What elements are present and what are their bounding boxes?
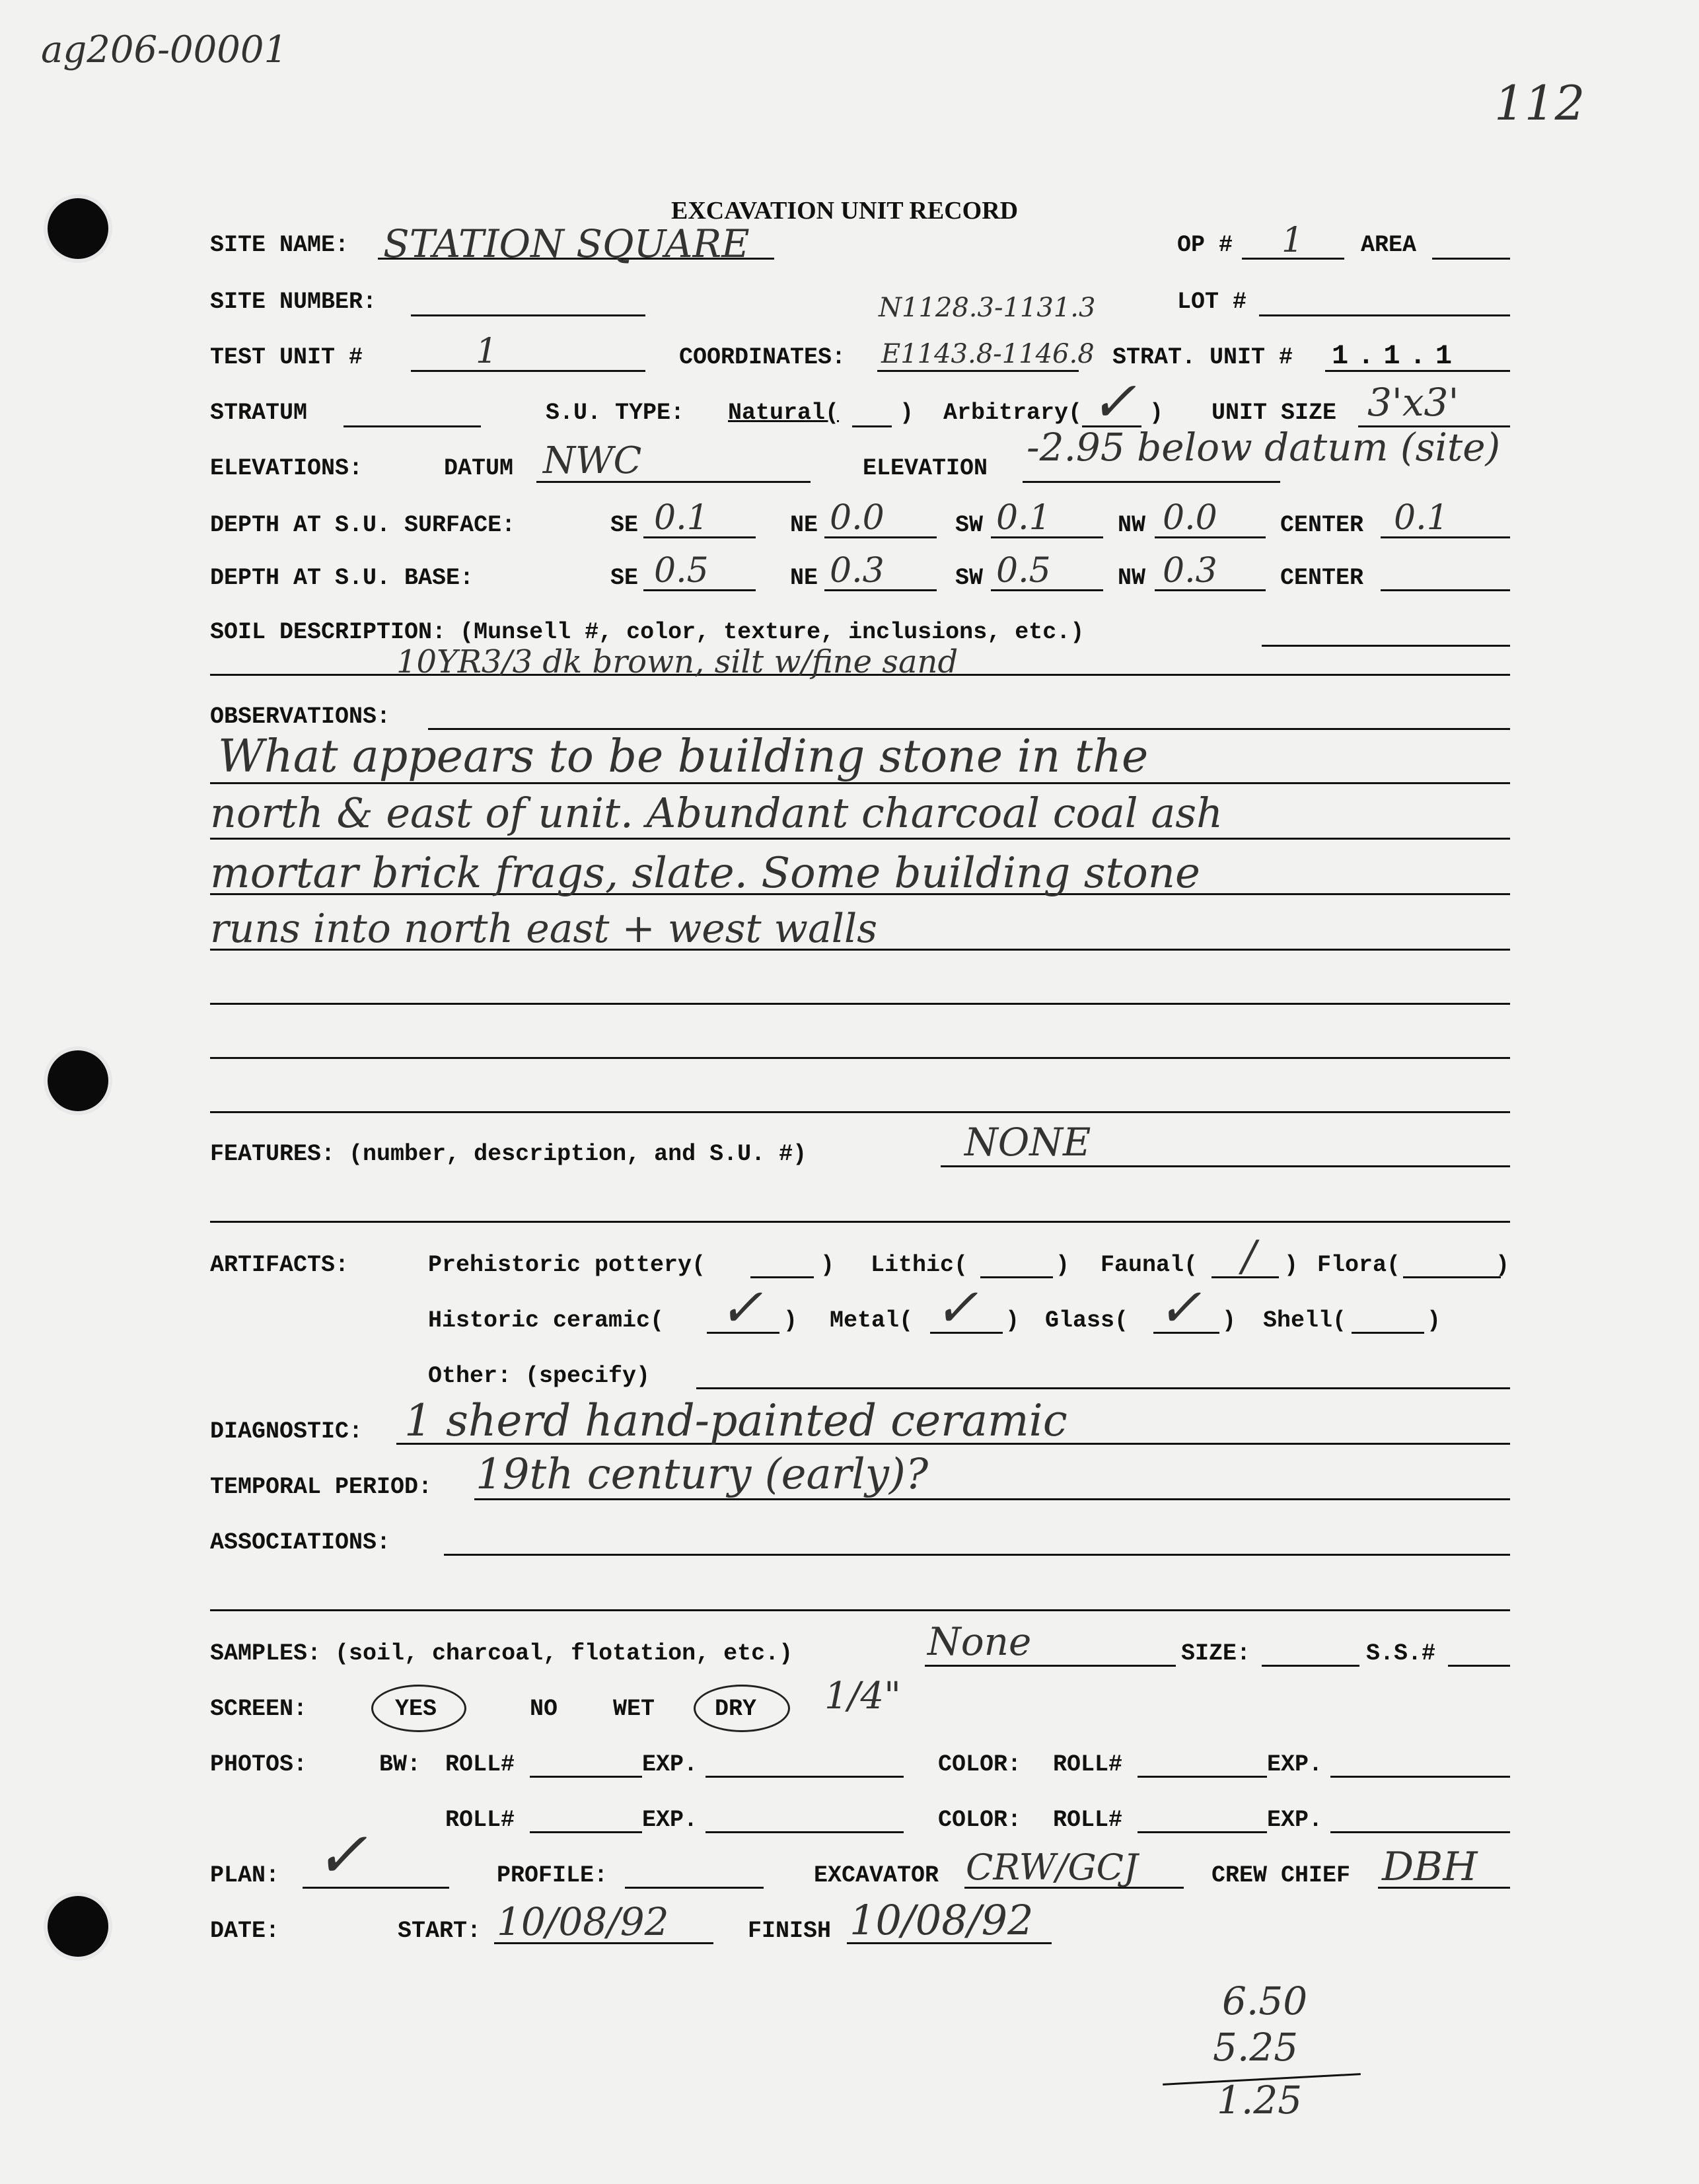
color-label-2: COLOR: [938, 1807, 1022, 1833]
color-exp-field-2[interactable] [1330, 1831, 1510, 1833]
datum-value: NWC [543, 439, 642, 482]
photos-label: PHOTOS: [210, 1751, 308, 1778]
features-value: NONE [964, 1120, 1091, 1165]
base-nw-label: NW [1118, 565, 1146, 591]
diagnostic-label: DIAGNOSTIC: [210, 1418, 363, 1445]
ss-field[interactable] [1448, 1665, 1510, 1667]
soil-description-field-1[interactable] [1262, 645, 1510, 647]
test-unit-value: 1 [476, 332, 498, 371]
flora-field[interactable] [1403, 1276, 1501, 1278]
color-label-1: COLOR: [938, 1751, 1022, 1778]
bw-roll-label-2: ROLL# [445, 1807, 515, 1833]
test-unit-field[interactable] [411, 370, 645, 372]
metal-check: ✓ [934, 1277, 979, 1338]
temporal-period-label: TEMPORAL PERIOD: [210, 1474, 433, 1500]
artifacts-label: ARTIFACTS: [210, 1252, 349, 1278]
su-type-check: ✓ [1090, 369, 1137, 434]
glass-label: Glass( [1045, 1307, 1129, 1334]
bw-exp-label-1: EXP. [642, 1751, 698, 1778]
observations-label: OBSERVATIONS: [210, 704, 391, 730]
associations-field-2[interactable] [210, 1609, 1510, 1611]
surface-ne-value: 0.0 [830, 498, 885, 538]
excavator-label: EXCAVATOR [814, 1862, 939, 1889]
natural-close: ) [900, 400, 914, 426]
other-field[interactable] [696, 1387, 1510, 1389]
finish-label: FINISH [748, 1918, 832, 1944]
page-number: 112 [1494, 75, 1585, 131]
plan-label: PLAN: [210, 1862, 280, 1889]
color-roll-label-1: ROLL# [1053, 1751, 1123, 1778]
profile-label: PROFILE: [497, 1862, 608, 1889]
color-roll-field-1[interactable] [1138, 1776, 1267, 1778]
arbitrary-option[interactable]: Arbitrary( [943, 400, 1083, 426]
op-value: 1 [1282, 221, 1304, 260]
surface-center-value: 0.1 [1394, 498, 1449, 538]
base-ne-label: NE [790, 565, 818, 591]
associations-field-1[interactable] [444, 1554, 1510, 1556]
screen-wet-option[interactable]: WET [613, 1696, 655, 1722]
base-center-field[interactable] [1381, 589, 1510, 591]
depth-surface-label: DEPTH AT S.U. SURFACE: [210, 512, 516, 538]
color-exp-label-2: EXP. [1267, 1807, 1323, 1833]
crew-chief-value: DBH [1382, 1844, 1478, 1890]
surface-se-label: SE [610, 512, 639, 538]
strat-unit-value: 1.1.1 [1332, 340, 1462, 372]
punch-hole-middle [48, 1050, 108, 1111]
glass-check: ✓ [1157, 1277, 1202, 1338]
shell-close: ) [1427, 1307, 1441, 1334]
archive-id-stamp: ag206-00001 [41, 28, 288, 71]
features-label: FEATURES: (number, description, and S.U. #) [210, 1141, 807, 1167]
base-ne-value: 0.3 [830, 551, 885, 591]
punch-hole-bottom [48, 1896, 108, 1957]
screen-label: SCREEN: [210, 1696, 308, 1722]
size-label: SIZE: [1181, 1640, 1251, 1667]
coordinates-label: COORDINATES: [679, 344, 846, 371]
historic-ceramic-check: ✓ [719, 1277, 764, 1338]
natural-blank[interactable] [852, 425, 892, 427]
lot-field[interactable] [1259, 314, 1510, 316]
faunal-mark: / [1242, 1232, 1256, 1281]
flora-label: Flora( [1317, 1252, 1401, 1278]
soil-description-value: 10YR3/3 dk brown, silt w/fine sand [396, 643, 958, 680]
features-field-1[interactable] [941, 1165, 1510, 1167]
form-title: EXCAVATION UNIT RECORD [671, 197, 1019, 225]
size-field[interactable] [1262, 1665, 1359, 1667]
elevation-field[interactable] [1023, 481, 1280, 483]
stratum-field[interactable] [343, 425, 481, 427]
area-label: AREA [1361, 232, 1417, 258]
screen-dry-option[interactable]: DRY [715, 1696, 757, 1722]
shell-field[interactable] [1352, 1332, 1424, 1334]
base-sw-value: 0.5 [996, 551, 1051, 591]
observations-field-6[interactable] [210, 1003, 1510, 1005]
punch-hole-top [48, 198, 108, 259]
lithic-close: ) [1056, 1252, 1070, 1278]
coord-east-value: E1143.8-1146.8 [881, 339, 1095, 369]
surface-nw-label: NW [1118, 512, 1146, 538]
natural-option[interactable]: Natural( [728, 400, 840, 426]
excavator-value: CRW/GCJ [966, 1846, 1138, 1888]
other-label: Other: (specify) [428, 1363, 651, 1389]
depth-base-label: DEPTH AT S.U. BASE: [210, 565, 474, 591]
metal-close: ) [1005, 1307, 1020, 1334]
color-roll-field-2[interactable] [1138, 1831, 1267, 1833]
elevation-label: ELEVATION [863, 455, 988, 482]
bw-roll-field-1[interactable] [530, 1776, 642, 1778]
faunal-label: Faunal( [1101, 1252, 1198, 1278]
base-se-label: SE [610, 565, 639, 591]
site-number-label: SITE NUMBER: [210, 289, 377, 315]
historic-ceramic-label: Historic ceramic( [428, 1307, 665, 1334]
observations-text-1: What appears to be building stone in the [218, 731, 1149, 783]
samples-value: None [927, 1619, 1032, 1664]
surface-se-value: 0.1 [654, 498, 709, 538]
bw-label: BW: [379, 1751, 421, 1778]
margin-calc-2: 5.25 [1213, 2025, 1299, 2070]
observations-field-1[interactable] [428, 728, 1510, 730]
start-date-value: 10/08/92 [497, 1899, 669, 1944]
elevation-value: -2.95 below datum (site) [1027, 425, 1501, 470]
unit-size-label: UNIT SIZE [1211, 400, 1337, 426]
historic-ceramic-close: ) [783, 1307, 798, 1334]
color-exp-label-1: EXP. [1267, 1751, 1323, 1778]
surface-ne-label: NE [790, 512, 818, 538]
lithic-label: Lithic( [871, 1252, 968, 1278]
flora-close: ) [1496, 1252, 1510, 1278]
color-roll-label-2: ROLL# [1053, 1807, 1123, 1833]
observations-field-8[interactable] [210, 1111, 1510, 1113]
diagnostic-value: 1 sherd hand-painted ceramic [404, 1395, 1067, 1446]
observations-text-3: mortar brick frags, slate. Some building stone [210, 849, 1200, 898]
elevations-label: ELEVATIONS: [210, 455, 363, 482]
glass-close: ) [1222, 1307, 1237, 1334]
profile-field[interactable] [625, 1887, 764, 1889]
strat-unit-label: STRAT. UNIT # [1112, 344, 1293, 371]
soil-description-label: SOIL DESCRIPTION: (Munsell #, color, texture, inclusions, etc.) [210, 619, 1085, 645]
screen-yes-option[interactable]: YES [395, 1696, 437, 1722]
observations-text-2: north & east of unit. Abundant charcoal coal ash [210, 789, 1223, 837]
metal-label: Metal( [830, 1307, 914, 1334]
plan-check: ✓ [314, 1818, 368, 1892]
site-number-field[interactable] [411, 314, 645, 316]
lithic-field[interactable] [980, 1276, 1053, 1278]
screen-no-option[interactable]: NO [530, 1696, 558, 1722]
surface-sw-value: 0.1 [996, 498, 1051, 538]
faunal-close: ) [1284, 1252, 1299, 1278]
su-type-label: S.U. TYPE: [546, 400, 685, 426]
date-label: DATE: [210, 1918, 280, 1944]
site-name-label: SITE NAME: [210, 232, 349, 258]
bw-exp-label-2: EXP. [642, 1807, 698, 1833]
base-sw-label: SW [955, 565, 984, 591]
margin-calc-1: 6.50 [1222, 1979, 1308, 2023]
associations-label: ASSOCIATIONS: [210, 1529, 391, 1556]
shell-label: Shell( [1263, 1307, 1347, 1334]
bw-exp-field-2[interactable] [705, 1831, 904, 1833]
features-field-2[interactable] [210, 1221, 1510, 1223]
arbitrary-close: ) [1149, 400, 1164, 426]
margin-calc-3: 1.25 [1217, 2078, 1303, 2123]
finish-date-value: 10/08/92 [850, 1896, 1034, 1944]
unit-size-value: 3'x3' [1367, 380, 1459, 425]
coord-north-value: N1128.3-1131.3 [879, 293, 1096, 323]
site-name-value: STATION SQUARE [383, 221, 750, 266]
bw-roll-label-1: ROLL# [445, 1751, 515, 1778]
base-center-label: CENTER [1280, 565, 1364, 591]
bw-roll-field-2[interactable] [530, 1831, 642, 1833]
bw-exp-field-1[interactable] [705, 1776, 904, 1778]
samples-field[interactable] [925, 1665, 1176, 1667]
observations-text-4: runs into north east + west walls [210, 906, 877, 952]
surface-nw-value: 0.0 [1163, 498, 1217, 538]
samples-label: SAMPLES: (soil, charcoal, flotation, etc.) [210, 1640, 793, 1667]
prehistoric-pottery-label: Prehistoric pottery( [428, 1252, 706, 1278]
prehistoric-pottery-close: ) [820, 1252, 835, 1278]
color-exp-field-1[interactable] [1330, 1776, 1510, 1778]
lot-label: LOT # [1177, 289, 1247, 315]
crew-chief-label: CREW CHIEF [1211, 1862, 1351, 1889]
surface-center-label: CENTER [1280, 512, 1364, 538]
coordinates-field[interactable] [877, 370, 1079, 372]
start-label: START: [398, 1918, 482, 1944]
surface-sw-label: SW [955, 512, 984, 538]
temporal-period-value: 19th century (early)? [476, 1450, 929, 1499]
datum-label: DATUM [444, 455, 514, 482]
observations-field-7[interactable] [210, 1057, 1510, 1059]
area-field[interactable] [1432, 258, 1510, 260]
screen-size-value: 1/4" [824, 1675, 901, 1718]
base-se-value: 0.5 [654, 551, 709, 591]
op-label: OP # [1177, 232, 1233, 258]
ss-label: S.S.# [1366, 1640, 1436, 1667]
test-unit-label: TEST UNIT # [210, 344, 363, 371]
observations-field-3[interactable] [210, 838, 1510, 840]
base-nw-value: 0.3 [1163, 551, 1217, 591]
stratum-label: STRATUM [210, 400, 308, 426]
